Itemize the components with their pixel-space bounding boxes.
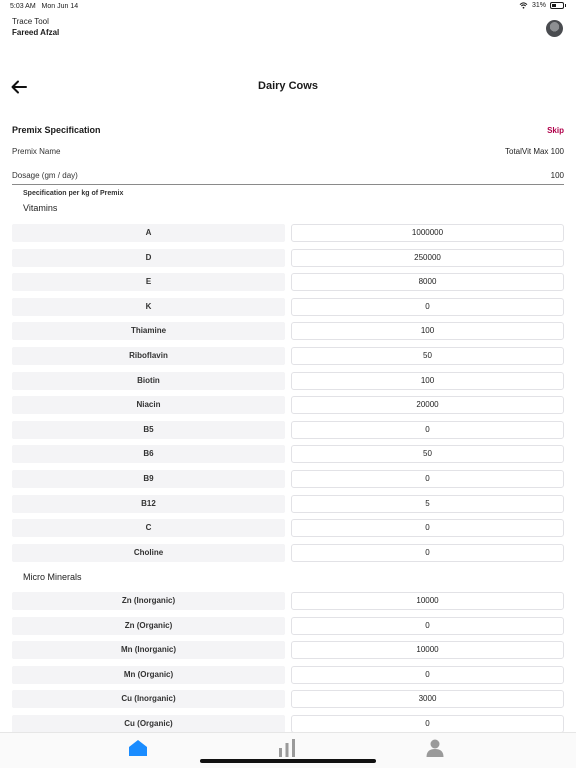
row-value-input[interactable]: 0 (291, 519, 564, 537)
vitamins-label: Vitamins (23, 203, 58, 213)
row-value-input[interactable]: 3000 (291, 690, 564, 708)
row-value-input[interactable]: 0 (291, 470, 564, 488)
row-label: Zn (Organic) (12, 617, 285, 635)
row-value-input[interactable]: 0 (291, 715, 564, 733)
table-row (12, 273, 564, 291)
row-label: C (12, 519, 285, 537)
row-label: Mn (Inorganic) (12, 641, 285, 659)
row-label: D (12, 249, 285, 267)
table-row (12, 641, 564, 659)
row-value-input[interactable]: 100 (291, 322, 564, 340)
row-label: Cu (Organic) (12, 715, 285, 733)
dosage-underline (12, 184, 564, 185)
row-label: A (12, 224, 285, 242)
row-label: E (12, 273, 285, 291)
row-value-input[interactable]: 0 (291, 617, 564, 635)
avatar[interactable] (546, 20, 563, 37)
table-row (12, 347, 564, 365)
premix-name-value: TotalVit Max 100 (505, 147, 564, 156)
table-row (12, 715, 564, 733)
table-row (12, 592, 564, 610)
row-value-input[interactable]: 8000 (291, 273, 564, 291)
row-label: Mn (Organic) (12, 666, 285, 684)
table-row (12, 495, 564, 513)
dosage-label: Dosage (gm / day) (12, 171, 78, 180)
status-bar (0, 0, 576, 14)
home-icon[interactable] (128, 739, 148, 757)
row-value-input[interactable]: 0 (291, 298, 564, 316)
row-label: Cu (Inorganic) (12, 690, 285, 708)
row-label: B6 (12, 445, 285, 463)
table-row (12, 396, 564, 414)
dosage-input[interactable]: 100 (550, 171, 564, 180)
micro-minerals-label: Micro Minerals (23, 572, 82, 582)
row-label: Biotin (12, 372, 285, 390)
bar-chart-icon[interactable] (277, 739, 297, 757)
row-value-input[interactable]: 20000 (291, 396, 564, 414)
row-label: B12 (12, 495, 285, 513)
row-value-input[interactable]: 100 (291, 372, 564, 390)
table-row (12, 666, 564, 684)
wifi-icon (519, 2, 528, 9)
skip-button[interactable]: Skip (547, 126, 564, 135)
row-label: Niacin (12, 396, 285, 414)
app-title: Trace Tool (12, 17, 49, 26)
user-name: Fareed Afzal (12, 28, 60, 37)
table-row (12, 544, 564, 562)
row-label: B5 (12, 421, 285, 439)
row-label: Choline (12, 544, 285, 562)
table-row (12, 421, 564, 439)
battery-icon (550, 2, 564, 9)
table-row (12, 519, 564, 537)
table-row (12, 372, 564, 390)
table-row (12, 322, 564, 340)
row-value-input[interactable]: 0 (291, 421, 564, 439)
row-value-input[interactable]: 10000 (291, 641, 564, 659)
home-indicator (200, 759, 376, 763)
table-row (12, 249, 564, 267)
dosage-row[interactable] (12, 169, 564, 183)
status-indicators (519, 2, 566, 9)
row-value-input[interactable]: 50 (291, 347, 564, 365)
app-header (12, 17, 59, 37)
row-label: Thiamine (12, 322, 285, 340)
row-value-input[interactable]: 0 (291, 544, 564, 562)
table-row (12, 470, 564, 488)
row-label: B9 (12, 470, 285, 488)
row-label: K (12, 298, 285, 316)
row-value-input[interactable]: 50 (291, 445, 564, 463)
premix-name-row (12, 145, 564, 159)
row-label: Riboflavin (12, 347, 285, 365)
table-row (12, 690, 564, 708)
table-row (12, 298, 564, 316)
row-value-input[interactable]: 5 (291, 495, 564, 513)
table-row (12, 445, 564, 463)
row-value-input[interactable]: 250000 (291, 249, 564, 267)
page-title: Dairy Cows (258, 80, 318, 92)
row-value-input[interactable]: 10000 (291, 592, 564, 610)
row-value-input[interactable]: 1000000 (291, 224, 564, 242)
section-title: Premix Specification (12, 125, 101, 135)
nav-row (0, 78, 576, 98)
table-row (12, 617, 564, 635)
premix-name-label: Premix Name (12, 147, 61, 156)
row-label: Zn (Inorganic) (12, 592, 285, 610)
spec-caption: Specification per kg of Premix (23, 190, 124, 197)
table-row (12, 224, 564, 242)
battery-percent: 31% (531, 2, 546, 9)
section-header (12, 125, 564, 137)
profile-icon[interactable] (425, 739, 445, 757)
row-value-input[interactable]: 0 (291, 666, 564, 684)
status-time: 5:03 AM Mon Jun 14 (10, 3, 79, 10)
